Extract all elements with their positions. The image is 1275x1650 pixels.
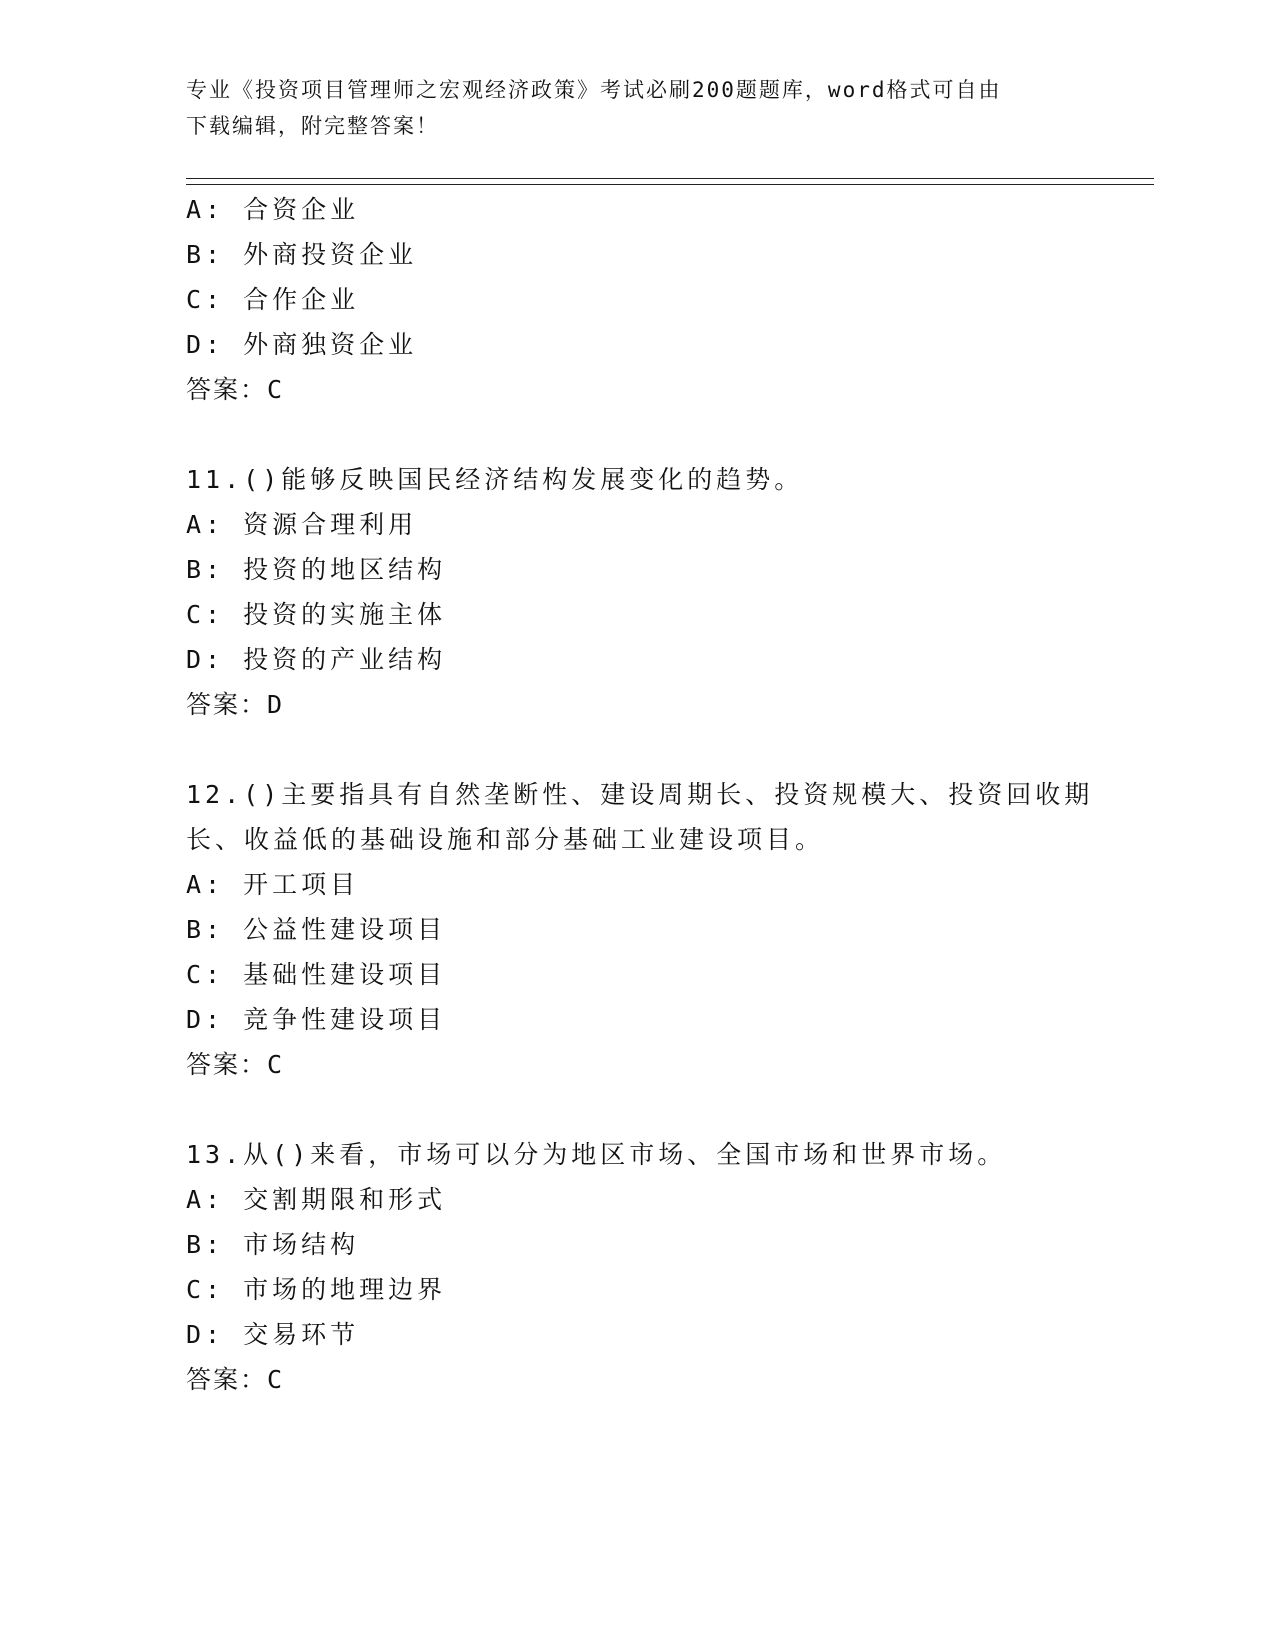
q10-answer <box>186 375 283 405</box>
q12-option-d: D: 竞争性建设项目 <box>186 1005 447 1034</box>
q11-option-b: B: 投资的地区结构 <box>186 555 447 584</box>
answer-value: C <box>267 375 284 404</box>
answer-label: 答案： <box>186 375 268 404</box>
header-divider-bottom <box>186 184 1154 185</box>
answer-value: C <box>267 1050 284 1079</box>
q12-option-b: B: 公益性建设项目 <box>186 915 447 944</box>
q13-option-d: D: 交易环节 <box>186 1320 360 1349</box>
q13-option-b: B: 市场结构 <box>186 1230 360 1259</box>
answer-label: 答案： <box>186 690 268 719</box>
q13-option-c: C: 市场的地理边界 <box>186 1275 447 1304</box>
q11-option-c: C: 投资的实施主体 <box>186 600 447 629</box>
answer-label: 答案： <box>186 1365 268 1394</box>
answer-value: D <box>267 690 284 719</box>
header-line-2: 下载编辑，附完整答案！ <box>186 114 439 138</box>
q13-answer <box>186 1365 283 1395</box>
q11-option-a: A: 资源合理利用 <box>186 510 418 539</box>
document-header <box>186 72 1066 144</box>
q10-option-b: B: 外商投资企业 <box>186 240 418 269</box>
q12-question-line-1: 12.()主要指具有自然垄断性、建设周期长、投资规模大、投资回收期 <box>186 780 1094 809</box>
header-line-1: 专业《投资项目管理师之宏观经济政策》考试必刷200题题库，word格式可自由 <box>186 78 1002 102</box>
q12-option-c: C: 基础性建设项目 <box>186 960 447 989</box>
q10-option-c: C: 合作企业 <box>186 285 360 314</box>
header-divider-top <box>186 178 1154 179</box>
q10-option-d: D: 外商独资企业 <box>186 330 418 359</box>
q13-option-a: A: 交割期限和形式 <box>186 1185 447 1214</box>
q11-question: 11.()能够反映国民经济结构发展变化的趋势。 <box>186 465 804 494</box>
q13-question: 13.从()来看，市场可以分为地区市场、全国市场和世界市场。 <box>186 1140 1007 1169</box>
q11-answer <box>186 690 283 720</box>
q12-answer <box>186 1050 283 1080</box>
q11-option-d: D: 投资的产业结构 <box>186 645 447 674</box>
answer-value: C <box>267 1365 284 1394</box>
q12-question-line-2: 长、收益低的基础设施和部分基础工业建设项目。 <box>186 825 825 854</box>
answer-label: 答案： <box>186 1050 268 1079</box>
q10-option-a: A: 合资企业 <box>186 195 360 224</box>
q12-option-a: A: 开工项目 <box>186 870 360 899</box>
